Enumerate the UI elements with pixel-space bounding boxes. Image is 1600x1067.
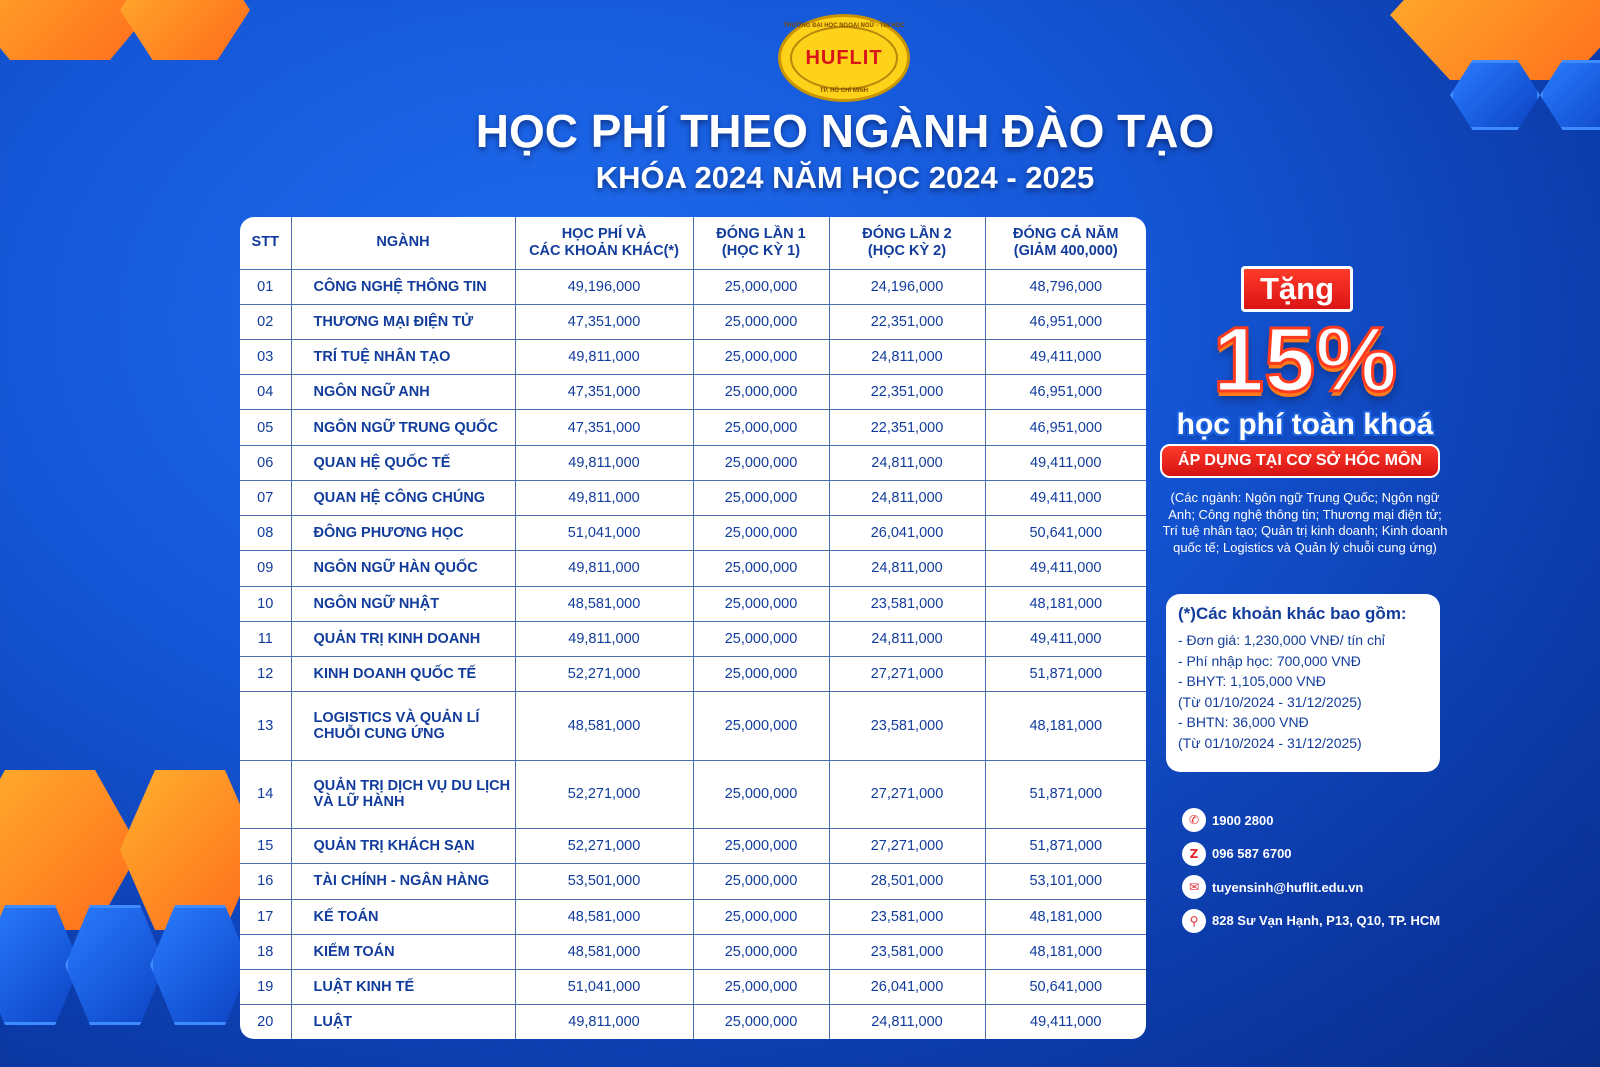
cell-lan1: 25,000,000 (693, 1005, 829, 1039)
cell-lan2: 24,811,000 (829, 1005, 985, 1039)
other-fees-line: - BHTN: 36,000 VNĐ (1178, 714, 1309, 730)
cell-canam: 49,411,000 (985, 1005, 1146, 1039)
table-row (240, 304, 1146, 339)
cell-nganh: NGÔN NGỮ NHẬT (291, 586, 515, 621)
contact-zalo-text: 096 587 6700 (1212, 846, 1292, 861)
table-row (240, 410, 1146, 445)
cell-nganh: QUAN HỆ QUỐC TẾ (291, 445, 515, 480)
cell-stt: 08 (240, 516, 291, 551)
table-row (240, 899, 1146, 934)
cell-lan1: 25,000,000 (693, 269, 829, 304)
cell-canam: 49,411,000 (985, 621, 1146, 656)
cell-nganh: QUẢN TRỊ KHÁCH SẠN (291, 829, 515, 864)
cell-hocphi: 49,811,000 (515, 1005, 693, 1039)
table-row (240, 269, 1146, 304)
cell-lan1: 25,000,000 (693, 410, 829, 445)
page-subtitle: KHÓA 2024 NĂM HỌC 2024 - 2025 (595, 160, 1095, 195)
cell-stt: 11 (240, 621, 291, 656)
table-row (240, 657, 1146, 692)
contact-zalo[interactable] (1182, 842, 1440, 866)
cell-canam: 48,181,000 (985, 692, 1146, 760)
cell-hocphi: 49,811,000 (515, 621, 693, 656)
header-lan2 (829, 217, 985, 269)
cell-lan1: 25,000,000 (693, 970, 829, 1005)
cell-nganh: QUẢN TRỊ DỊCH VỤ DU LỊCH VÀ LỮ HÀNH (291, 760, 515, 828)
cell-lan2: 26,041,000 (829, 516, 985, 551)
cell-canam: 49,411,000 (985, 339, 1146, 374)
location-pin-icon: ⚲ (1182, 909, 1206, 933)
cell-lan2: 27,271,000 (829, 760, 985, 828)
table-row (240, 375, 1146, 410)
contact-email[interactable] (1182, 875, 1440, 899)
table-row (240, 551, 1146, 586)
table-row (240, 445, 1146, 480)
cell-hocphi: 48,581,000 (515, 899, 693, 934)
cell-lan1: 25,000,000 (693, 829, 829, 864)
cell-hocphi: 49,811,000 (515, 551, 693, 586)
cell-lan1: 25,000,000 (693, 375, 829, 410)
other-fees-line: - Đơn giá: 1,230,000 VNĐ/ tín chỉ (1178, 632, 1385, 648)
cell-stt: 13 (240, 692, 291, 760)
header-lan1-line1: ĐÓNG LẦN 1 (716, 225, 806, 242)
header-canam (985, 217, 1146, 269)
cell-canam: 48,181,000 (985, 586, 1146, 621)
contact-list (1182, 808, 1440, 942)
table-row (240, 864, 1146, 899)
cell-lan2: 22,351,000 (829, 304, 985, 339)
cell-lan1: 25,000,000 (693, 480, 829, 515)
logo-inner-ring (790, 26, 898, 90)
cell-lan2: 23,581,000 (829, 692, 985, 760)
zalo-icon: Z (1182, 842, 1206, 866)
cell-nganh: KIỂM TOÁN (291, 934, 515, 969)
campus-banner: ÁP DỤNG TẠI CƠ SỞ HÓC MÔN (1160, 444, 1440, 478)
other-fees-line: (Từ 01/10/2024 - 31/12/2025) (1178, 734, 1362, 751)
cell-nganh: ĐÔNG PHƯƠNG HỌC (291, 516, 515, 551)
cell-canam: 51,871,000 (985, 760, 1146, 828)
table-row (240, 339, 1146, 374)
cell-stt: 06 (240, 445, 291, 480)
cell-nganh: LOGISTICS VÀ QUẢN LÍ CHUỖI CUNG ỨNG (291, 692, 515, 760)
other-fees-box (1166, 594, 1440, 772)
cell-lan1: 25,000,000 (693, 899, 829, 934)
cell-nganh: QUAN HỆ CÔNG CHÚNG (291, 480, 515, 515)
header-lan1 (693, 217, 829, 269)
other-fees-line: - BHYT: 1,105,000 VNĐ (1178, 673, 1326, 689)
cell-lan1: 25,000,000 (693, 692, 829, 760)
cell-lan1: 25,000,000 (693, 339, 829, 374)
cell-canam: 49,411,000 (985, 480, 1146, 515)
cell-stt: 14 (240, 760, 291, 828)
cell-hocphi: 51,041,000 (515, 970, 693, 1005)
header-nganh: NGÀNH (291, 217, 515, 269)
cell-stt: 15 (240, 829, 291, 864)
header-lan1-line2: (HỌC KỲ 1) (721, 242, 801, 259)
cell-lan2: 26,041,000 (829, 970, 985, 1005)
cell-canam: 50,641,000 (985, 970, 1146, 1005)
cell-lan2: 22,351,000 (829, 410, 985, 445)
logo-arc-bottom: TP. HỒ CHÍ MINH (819, 88, 869, 94)
table-row (240, 970, 1146, 1005)
cell-hocphi: 49,196,000 (515, 269, 693, 304)
contact-email-text: tuyensinh@huflit.edu.vn (1212, 879, 1364, 895)
cell-nganh: KINH DOANH QUỐC TẾ (291, 657, 515, 692)
cell-lan1: 25,000,000 (693, 586, 829, 621)
cell-nganh: LUẬT (291, 1005, 515, 1039)
contact-address-text: 828 Sư Vạn Hạnh, P13, Q10, TP. HCM (1212, 913, 1441, 928)
cell-stt: 09 (240, 551, 291, 586)
cell-canam: 53,101,000 (985, 864, 1146, 899)
cell-canam: 49,411,000 (985, 445, 1146, 480)
cell-hocphi: 49,811,000 (515, 480, 693, 515)
cell-lan2: 27,271,000 (829, 829, 985, 864)
header-canam-line2: (GIẢM 400,000) (1013, 242, 1118, 259)
other-fees-line: - Phí nhập học: 700,000 VNĐ (1178, 652, 1361, 669)
discount-label: học phí toàn khoá (1176, 408, 1434, 441)
cell-hocphi: 51,041,000 (515, 516, 693, 551)
cell-stt: 16 (240, 864, 291, 899)
table-row (240, 760, 1146, 828)
cell-lan1: 25,000,000 (693, 516, 829, 551)
cell-lan1: 25,000,000 (693, 760, 829, 828)
logo-arc-top: TRƯỜNG ĐẠI HỌC NGOẠI NGỮ - TIN HỌC (783, 23, 905, 29)
cell-stt: 05 (240, 410, 291, 445)
cell-hocphi: 49,811,000 (515, 339, 693, 374)
cell-canam: 48,181,000 (985, 934, 1146, 969)
cell-lan2: 24,196,000 (829, 269, 985, 304)
cell-nganh: NGÔN NGỮ HÀN QUỐC (291, 551, 515, 586)
cell-stt: 18 (240, 934, 291, 969)
cell-canam: 51,871,000 (985, 657, 1146, 692)
cell-hocphi: 52,271,000 (515, 657, 693, 692)
gift-badge: Tặng (1241, 266, 1353, 312)
cell-canam: 46,951,000 (985, 375, 1146, 410)
cell-lan1: 25,000,000 (693, 657, 829, 692)
contact-address[interactable] (1182, 909, 1440, 933)
decor-hexagon (120, 0, 250, 60)
cell-hocphi: 48,581,000 (515, 692, 693, 760)
cell-lan2: 24,811,000 (829, 445, 985, 480)
cell-lan1: 25,000,000 (693, 864, 829, 899)
cell-hocphi: 48,581,000 (515, 934, 693, 969)
page-title: HỌC PHÍ THEO NGÀNH ĐÀO TẠO (475, 105, 1215, 157)
table-row (240, 934, 1146, 969)
cell-hocphi: 49,811,000 (515, 445, 693, 480)
tuition-table (240, 217, 1146, 1039)
table-row (240, 586, 1146, 621)
cell-stt: 10 (240, 586, 291, 621)
table-row (240, 692, 1146, 760)
cell-canam: 48,181,000 (985, 899, 1146, 934)
logo-name: HUFLIT (805, 46, 883, 69)
header-hocphi-line1: HỌC PHÍ VÀ (561, 225, 647, 242)
cell-canam: 49,411,000 (985, 551, 1146, 586)
header-stt: STT (240, 217, 291, 269)
huflit-logo (778, 14, 910, 102)
header-canam-line1: ĐÓNG CẢ NĂM (1012, 225, 1119, 242)
table-header-row (240, 217, 1146, 269)
table-row (240, 516, 1146, 551)
cell-lan1: 25,000,000 (693, 445, 829, 480)
cell-hocphi: 47,351,000 (515, 304, 693, 339)
cell-canam: 46,951,000 (985, 304, 1146, 339)
cell-lan2: 24,811,000 (829, 480, 985, 515)
cell-hocphi: 48,581,000 (515, 586, 693, 621)
phone-icon: ✆ (1182, 808, 1206, 832)
cell-canam: 48,796,000 (985, 269, 1146, 304)
cell-stt: 17 (240, 899, 291, 934)
cell-nganh: LUẬT KINH TẾ (291, 970, 515, 1005)
header-lan2-line2: (HỌC KỲ 2) (867, 242, 947, 259)
cell-lan2: 27,271,000 (829, 657, 985, 692)
cell-stt: 20 (240, 1005, 291, 1039)
cell-canam: 50,641,000 (985, 516, 1146, 551)
cell-stt: 07 (240, 480, 291, 515)
cell-canam: 46,951,000 (985, 410, 1146, 445)
cell-nganh: NGÔN NGỮ ANH (291, 375, 515, 410)
cell-nganh: QUẢN TRỊ KINH DOANH (291, 621, 515, 656)
cell-lan1: 25,000,000 (693, 304, 829, 339)
header-lan2-line1: ĐÓNG LẦN 2 (862, 225, 952, 242)
table-row (240, 1005, 1146, 1039)
cell-hocphi: 47,351,000 (515, 410, 693, 445)
cell-stt: 19 (240, 970, 291, 1005)
cell-lan2: 22,351,000 (829, 375, 985, 410)
cell-lan2: 23,581,000 (829, 586, 985, 621)
mail-icon: ✉ (1182, 875, 1206, 899)
cell-nganh: NGÔN NGỮ TRUNG QUỐC (291, 410, 515, 445)
cell-lan1: 25,000,000 (693, 621, 829, 656)
cell-hocphi: 52,271,000 (515, 829, 693, 864)
cell-nganh: TRÍ TUỆ NHÂN TẠO (291, 339, 515, 374)
cell-canam: 51,871,000 (985, 829, 1146, 864)
eligible-majors-note: (Các ngành: Ngôn ngữ Trung Quốc; Ngôn ngữ Anh; Công nghệ thông tin; Thương mại điện tử; Trí tuệ nhân tạo; Quản trị kinh doanh; Kinh doanh quốc tế; Logistics và Quản lý chuỗi cung ứng) (1162, 490, 1448, 555)
cell-hocphi: 53,501,000 (515, 864, 693, 899)
other-fees-title: (*)Các khoản khác bao gồm: (1178, 604, 1407, 623)
cell-hocphi: 47,351,000 (515, 375, 693, 410)
cell-lan2: 28,501,000 (829, 864, 985, 899)
cell-stt: 01 (240, 269, 291, 304)
table-row (240, 829, 1146, 864)
cell-stt: 03 (240, 339, 291, 374)
header-hocphi (515, 217, 693, 269)
cell-nganh: CÔNG NGHỆ THÔNG TIN (291, 269, 515, 304)
other-fees-line: (Từ 01/10/2024 - 31/12/2025) (1178, 693, 1362, 710)
cell-hocphi: 52,271,000 (515, 760, 693, 828)
table-row (240, 621, 1146, 656)
cell-lan2: 24,811,000 (829, 551, 985, 586)
table-row (240, 480, 1146, 515)
contact-phone-text: 1900 2800 (1212, 812, 1274, 828)
contact-phone[interactable] (1182, 808, 1440, 832)
cell-lan2: 24,811,000 (829, 339, 985, 374)
cell-lan2: 23,581,000 (829, 899, 985, 934)
cell-lan2: 24,811,000 (829, 621, 985, 656)
cell-stt: 04 (240, 375, 291, 410)
cell-nganh: TÀI CHÍNH - NGÂN HÀNG (291, 864, 515, 899)
header-hocphi-line2: CÁC KHOẢN KHÁC(*) (529, 242, 679, 259)
discount-percent: 15% (1212, 309, 1398, 411)
cell-lan2: 23,581,000 (829, 934, 985, 969)
cell-stt: 12 (240, 657, 291, 692)
cell-nganh: KẾ TOÁN (291, 899, 515, 934)
cell-lan1: 25,000,000 (693, 934, 829, 969)
cell-stt: 02 (240, 304, 291, 339)
cell-lan1: 25,000,000 (693, 551, 829, 586)
cell-nganh: THƯƠNG MẠI ĐIỆN TỬ (291, 304, 515, 339)
